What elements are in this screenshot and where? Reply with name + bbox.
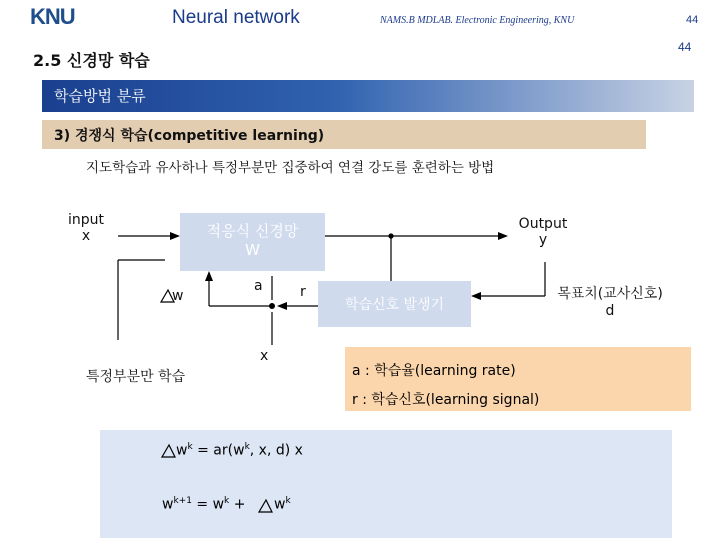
- delta-w-label: w: [172, 288, 184, 304]
- input-label: [58, 212, 114, 244]
- page-number: 44: [686, 14, 699, 26]
- r-definition: r : 학습신호(learning signal): [352, 392, 540, 408]
- f2-w2: w: [274, 496, 286, 513]
- target-label-text: 목표치(교사신호): [557, 286, 663, 302]
- input-var: x: [81, 228, 91, 244]
- signal-generator-label: 학습신호 발생기: [344, 297, 445, 313]
- partial-learning-label: 특정부분만 학습: [86, 369, 186, 385]
- band-label: 학습방법 분류: [54, 87, 146, 105]
- output-label-text: Output: [518, 216, 568, 232]
- delta-icon-formula1: [162, 445, 175, 457]
- formula-2: [162, 496, 245, 513]
- r-arrowhead: [277, 302, 287, 310]
- header-subtitle: NAMS.B MDLAB. Electronic Engineering, KNU: [380, 15, 575, 26]
- output-var: y: [538, 232, 548, 248]
- header-title: Neural network: [172, 7, 300, 28]
- formula-2-delta-term: [274, 496, 291, 513]
- input-label-text: input: [67, 212, 104, 228]
- page-number-alt: 44: [678, 40, 692, 54]
- network-name: 적응식 신경망: [206, 222, 299, 240]
- output-label: [508, 216, 578, 248]
- f1-end: , x, d) x: [249, 442, 303, 459]
- f2-sup3: k: [285, 496, 291, 506]
- f2-w: w: [162, 496, 174, 513]
- x-label: x: [260, 348, 269, 364]
- target-label: [535, 283, 685, 319]
- formula-1: [176, 442, 303, 459]
- feedback-arrowhead: [205, 271, 213, 281]
- input-arrowhead: [170, 232, 180, 240]
- f2-plus: +: [229, 496, 246, 513]
- description: 지도학습과 유사하나 특정부분만 집중하여 연결 강도를 훈련하는 방법: [86, 160, 495, 176]
- a-label: a: [254, 278, 263, 294]
- f1-sup2: k: [244, 442, 250, 452]
- f2-sup2: k: [224, 496, 230, 506]
- output-arrowhead: [498, 232, 508, 240]
- f2-mid: = w: [191, 496, 225, 513]
- target-var: d: [605, 303, 615, 319]
- competitive-label: 3) 경쟁식 학습(competitive learning): [54, 128, 325, 144]
- f1-w: w: [176, 442, 188, 459]
- knu-logo: KNU: [30, 4, 75, 29]
- r-label: r: [300, 284, 306, 300]
- section-title: 2.5 신경망 학습: [33, 51, 150, 70]
- network-var: W: [245, 241, 260, 259]
- target-arrowhead: [471, 292, 481, 300]
- f1-rest: = ar(w: [192, 442, 245, 459]
- f1-sup: k: [187, 442, 193, 452]
- delta-icon-formula2: [259, 500, 272, 512]
- f2-sup: k+1: [173, 496, 192, 506]
- a-definition: a : 학습율(learning rate): [352, 363, 516, 379]
